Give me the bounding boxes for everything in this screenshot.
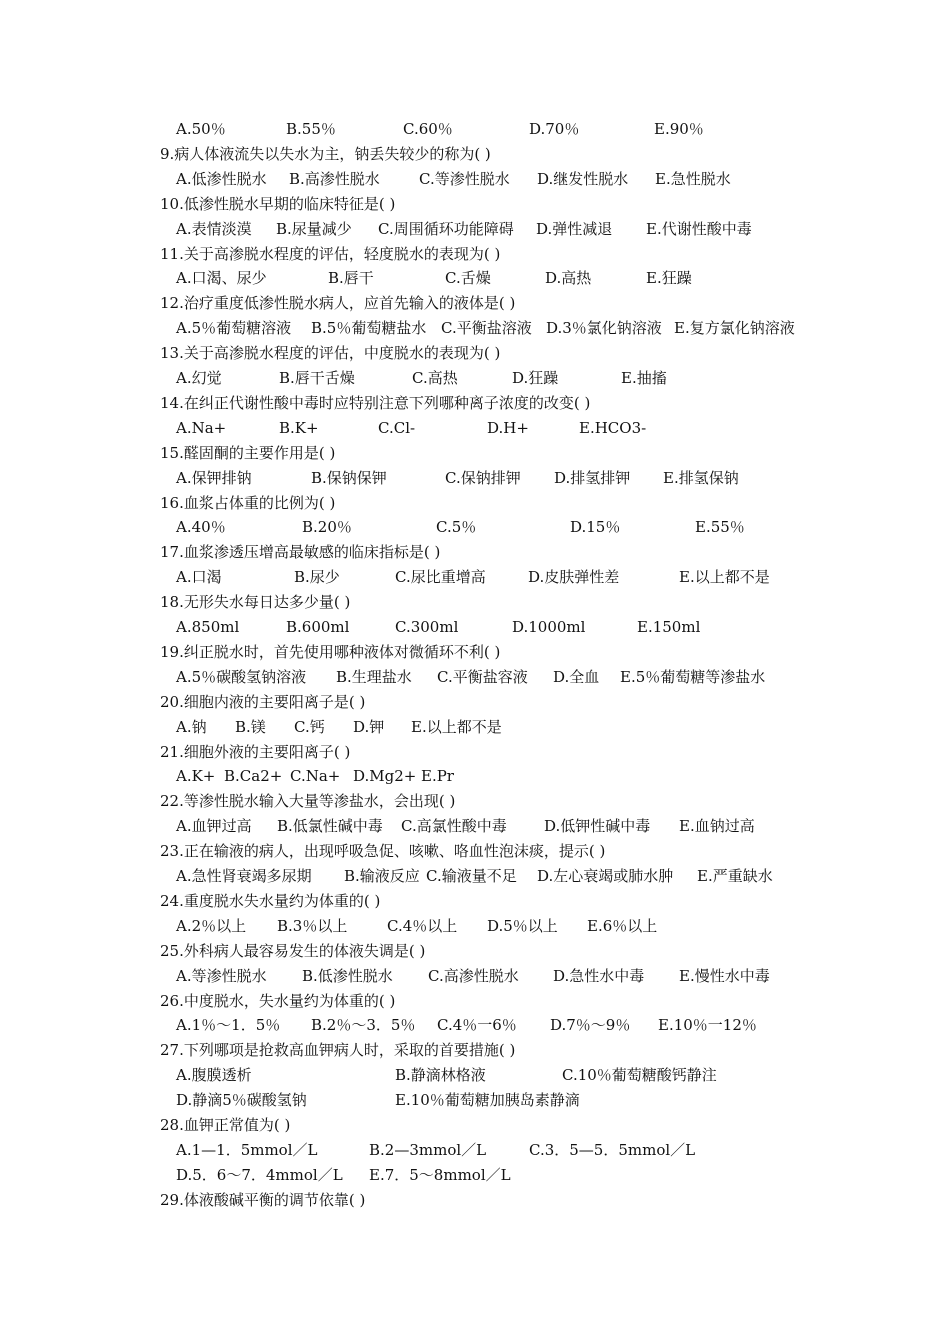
answer-option: D.狂躁	[512, 369, 559, 387]
answer-option: B.保钠保钾	[311, 468, 387, 487]
answer-option: B.高渗性脱水	[289, 169, 380, 188]
answer-option: E.狂躁	[646, 269, 692, 288]
answer-options	[0, 615, 950, 639]
answer-option: D.5．6～7．4mmol／L	[176, 1165, 343, 1184]
answer-options	[0, 565, 950, 589]
answer-options	[0, 964, 950, 988]
question-stem: 28.血钾正常值为( )	[160, 1116, 291, 1134]
answer-option: C.5％	[436, 518, 477, 537]
question-stem: 18.无形失水每日达多少量( )	[160, 593, 351, 612]
answer-option: D.钾	[353, 717, 385, 736]
answer-option: E.5％葡萄糖等渗盐水	[620, 667, 766, 686]
answer-option: B.600ml	[286, 618, 350, 636]
answer-options	[0, 665, 950, 689]
question-stem: 19.纠正脱水时，首先使用哪种液体对微循环不利( )	[160, 642, 501, 661]
answer-options	[0, 1088, 950, 1112]
answer-option: D.静滴5％碳酸氢钠	[176, 1091, 307, 1110]
answer-option: C.4％以上	[387, 916, 458, 935]
answer-options	[0, 715, 950, 739]
answer-options	[0, 764, 950, 788]
answer-option: E.150ml	[637, 618, 701, 636]
answer-option: B.静滴林格液	[395, 1066, 486, 1085]
question-stem: 27.下列哪项是抢救高血钾病人时，采取的首要措施( )	[160, 1041, 516, 1060]
answer-option: E.代谢性酸中毒	[646, 219, 752, 238]
answer-option: C.钙	[294, 717, 325, 736]
answer-options	[0, 466, 950, 490]
answer-option: E.10％葡萄糖加胰岛素静滴	[395, 1091, 580, 1110]
answer-option: D.皮肤弹性差	[528, 568, 620, 587]
answer-option: E.慢性水中毒	[679, 966, 770, 985]
answer-option: C.60％	[403, 120, 453, 138]
answer-option: D.全血	[553, 667, 600, 686]
answer-options	[0, 416, 950, 440]
answer-options	[0, 1163, 950, 1187]
answer-option: D.7％～9％	[550, 1016, 631, 1035]
answer-option: C.Na+	[290, 767, 341, 786]
answer-option: E.Pr	[421, 767, 454, 786]
answer-option: B.唇干	[328, 269, 374, 288]
answer-option: D.3％氯化钠溶液	[546, 319, 662, 338]
answer-option: A.5％葡萄糖溶液	[176, 319, 292, 338]
answer-option: A.850ml	[176, 618, 240, 636]
question-stem: 9.病人体液流失以失水为主，钠丢失较少的称为( )	[160, 144, 491, 163]
answer-option: A.急性肾衰竭多尿期	[176, 867, 312, 885]
question-stem: 13.关于高渗脱水程度的评估，中度脱水的表现为( )	[160, 344, 501, 363]
answer-option: A.1％～1．5％	[176, 1016, 281, 1035]
answer-option: B.输液反应	[344, 867, 420, 885]
answer-option: E.排氢保钠	[663, 468, 739, 487]
question-stem: 15.醛固酮的主要作用是( )	[160, 443, 336, 462]
question-stem: 23.正在输液的病人，出现呼吸急促、咳嗽、咯血性泡沫痰，提示( )	[160, 842, 606, 861]
answer-option: B.20％	[302, 518, 352, 537]
answer-option: E.以上都不是	[679, 568, 770, 587]
answer-options	[0, 914, 950, 938]
answer-option: D.1000ml	[512, 618, 586, 636]
answer-option: E.55％	[695, 518, 745, 537]
answer-option: B.低渗性脱水	[302, 966, 393, 985]
answer-option: A.表情淡漠	[176, 219, 252, 238]
answer-option: C.舌燥	[445, 269, 491, 288]
answer-option: A.K+	[176, 767, 216, 786]
answer-option: B.K+	[279, 418, 319, 437]
answer-options	[0, 1013, 950, 1037]
question-stem: 20.细胞内液的主要阳离子是( )	[160, 692, 366, 711]
answer-options	[0, 515, 950, 539]
answer-option: E.以上都不是	[411, 717, 502, 736]
answer-option: A.5％碳酸氢钠溶液	[176, 667, 307, 686]
answer-option: A.低渗性脱水	[176, 169, 267, 188]
answer-option: A.血钾过高	[176, 817, 252, 836]
answer-option: B.低氯性碱中毒	[277, 817, 383, 836]
question-stem: 26.中度脱水，失水量约为体重的( )	[160, 991, 396, 1010]
answer-option: E.10％一12％	[658, 1016, 757, 1035]
answer-option: D.15％	[570, 518, 621, 537]
answer-option: D.Mg2+	[353, 767, 417, 786]
answer-option: D.弹性减退	[536, 219, 613, 238]
answer-option: E.严重缺水	[697, 867, 773, 885]
answer-option: E.急性脱水	[655, 169, 731, 188]
answer-option: C.4％一6％	[437, 1016, 517, 1035]
answer-option: D.70％	[529, 120, 580, 138]
answer-options	[0, 814, 950, 838]
answer-option: A.钠	[176, 717, 207, 736]
answer-option: D.排氢排钾	[554, 468, 631, 487]
answer-option: D.H+	[487, 418, 529, 437]
answer-options	[0, 117, 950, 141]
answer-option: A.腹膜透析	[176, 1066, 252, 1085]
question-stem: 17.血浆渗透压增高最敏感的临床指标是( )	[160, 543, 441, 562]
answer-option: B.Ca2+	[224, 767, 283, 786]
answer-options	[0, 1138, 950, 1162]
answer-option: C.周围循环功能障碍	[378, 219, 514, 238]
answer-option: A.2％以上	[176, 916, 247, 935]
answer-option: A.Na+	[176, 418, 227, 437]
answer-options	[0, 366, 950, 390]
answer-option: D.左心衰竭或肺水肿	[537, 867, 674, 885]
question-stem: 24.重度脱水失水量约为体重的( )	[160, 891, 381, 910]
answer-option: E.6％以上	[587, 916, 658, 935]
answer-option: C.3．5—5．5mmol／L	[529, 1140, 696, 1159]
answer-option: B.55％	[286, 120, 336, 138]
answer-option: D.低钾性碱中毒	[544, 817, 651, 836]
answer-options	[0, 167, 950, 191]
answer-option: C.高氯性酸中毒	[401, 817, 507, 836]
answer-option: D.继发性脱水	[537, 169, 629, 188]
answer-option: C.平衡盐溶液	[441, 319, 532, 338]
question-stem: 21.细胞外液的主要阳离子( )	[160, 742, 351, 761]
answer-option: A.幻觉	[176, 369, 222, 387]
answer-option: C.高渗性脱水	[428, 966, 519, 985]
answer-option: A.保钾排钠	[176, 468, 252, 487]
question-stem: 11.关于高渗脱水程度的评估，轻度脱水的表现为( )	[160, 244, 501, 263]
answer-option: A.50％	[176, 120, 226, 138]
question-stem: 14.在纠正代谢性酸中毒时应特别注意下列哪种离子浓度的改变( )	[160, 393, 591, 412]
answer-option: B.5％葡萄糖盐水	[311, 319, 427, 338]
answer-option: B.唇干舌燥	[279, 369, 355, 387]
answer-option: C.等渗性脱水	[419, 169, 510, 188]
answer-options	[0, 217, 950, 241]
answer-option: E.HCO3-	[579, 418, 647, 437]
answer-option: C.300ml	[395, 618, 459, 636]
answer-option: E.血钠过高	[679, 817, 755, 836]
answer-option: C.10％葡萄糖酸钙静注	[562, 1066, 717, 1085]
answer-option: E.90％	[654, 120, 704, 138]
question-stem: 10.低渗性脱水早期的临床特征是( )	[160, 194, 396, 213]
answer-option: B.尿少	[294, 568, 340, 587]
answer-option: E.抽搐	[621, 369, 667, 387]
answer-option: E.7．5～8mmol／L	[369, 1165, 511, 1184]
answer-option: C.尿比重增高	[395, 568, 486, 587]
question-stem: 12.治疗重度低渗性脱水病人，应首先输入的液体是( )	[160, 294, 516, 313]
answer-option: B.生理盐水	[336, 667, 412, 686]
answer-option: C.输液量不足	[426, 867, 517, 885]
answer-option: D.急性水中毒	[553, 966, 645, 985]
question-stem: 29.体液酸碱平衡的调节依靠( )	[160, 1190, 366, 1209]
answer-options	[0, 316, 950, 340]
answer-option: A.1—1．5mmol／L	[176, 1140, 318, 1159]
answer-option: B.3％以上	[277, 916, 348, 935]
answer-option: C.平衡盐容液	[437, 667, 528, 686]
answer-option: B.2—3mmol／L	[369, 1140, 487, 1159]
answer-option: E.复方氯化钠溶液	[674, 319, 795, 338]
answer-option: A.口渴、尿少	[176, 269, 267, 288]
answer-option: D.高热	[545, 269, 592, 288]
answer-option: B.尿量减少	[276, 219, 352, 238]
answer-options	[0, 1063, 950, 1087]
answer-option: C.高热	[412, 369, 458, 387]
answer-option: B.镁	[235, 717, 266, 736]
question-stem: 16.血浆占体重的比例为( )	[160, 493, 336, 512]
question-stem: 22.等渗性脱水输入大量等渗盐水，会出现( )	[160, 792, 456, 811]
answer-option: A.等渗性脱水	[176, 966, 267, 985]
answer-options	[0, 266, 950, 290]
answer-option: C.Cl-	[378, 418, 416, 437]
answer-option: B.2％～3．5％	[311, 1016, 416, 1035]
question-stem: 25.外科病人最容易发生的体液失调是( )	[160, 941, 426, 960]
answer-option: D.5％以上	[487, 916, 558, 935]
answer-option: A.口渴	[176, 568, 222, 587]
answer-option: A.40％	[176, 518, 226, 537]
answer-options	[0, 864, 950, 888]
answer-option: C.保钠排钾	[445, 468, 521, 487]
